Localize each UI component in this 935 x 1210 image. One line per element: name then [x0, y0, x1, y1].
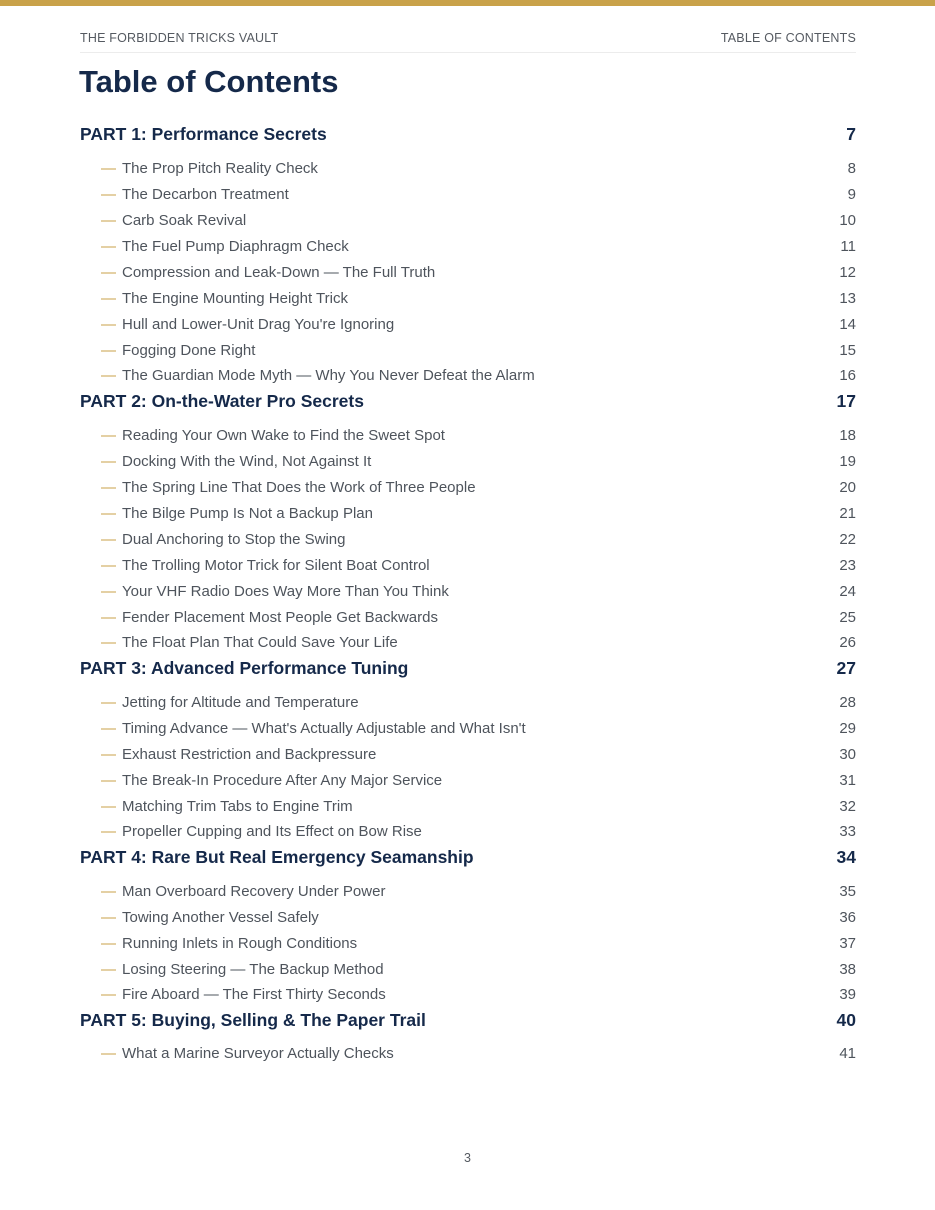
toc-entry-title: Dual Anchoring to Stop the Swing: [122, 531, 346, 548]
toc-entry-title: Running Inlets in Rough Conditions: [122, 935, 358, 952]
toc-entry-page: 15: [839, 342, 856, 359]
toc-entry-title: The Spring Line That Does the Work of Three People: [122, 479, 476, 496]
toc-entry-page: 25: [839, 609, 856, 626]
toc-entry-label: [101, 527, 345, 553]
toc-entry-page: 33: [839, 823, 856, 840]
toc-entry-dash: —: [101, 367, 116, 384]
toc-entry-label: [101, 286, 348, 312]
toc-entry-dash: —: [101, 772, 116, 789]
toc-entry-title: Timing Advance — What's Actually Adjustable and What Isn't: [122, 720, 526, 737]
toc-entry-title: Hull and Lower-Unit Drag You're Ignoring: [122, 316, 395, 333]
toc-entry[interactable]: [80, 716, 856, 742]
toc-entry-title: Losing Steering — The Backup Method: [122, 961, 384, 978]
toc-entry-label: [101, 501, 373, 527]
toc-entry-title: Fire Aboard — The First Thirty Seconds: [122, 986, 386, 1003]
toc-entry-label: [101, 983, 386, 1007]
toc-entry-list: [80, 690, 856, 844]
toc-part-heading[interactable]: [80, 1008, 856, 1032]
header-book-title: THE FORBIDDEN TRICKS VAULT: [80, 31, 279, 45]
toc-entry-page: 10: [839, 212, 856, 229]
toc-entry-page: 35: [839, 883, 856, 900]
table-of-contents: [80, 122, 856, 1067]
toc-entry[interactable]: [80, 527, 856, 553]
toc-entry-page: 37: [839, 935, 856, 952]
toc-part-title: PART 2: On-the-Water Pro Secrets: [80, 391, 364, 411]
toc-entry-list: [80, 423, 856, 655]
toc-entry-dash: —: [101, 479, 116, 496]
toc-entry-dash: —: [101, 935, 116, 952]
toc-entry-list: [80, 156, 856, 388]
toc-entry-label: [101, 905, 319, 931]
toc-entry-title: Towing Another Vessel Safely: [122, 909, 319, 926]
toc-entry-dash: —: [101, 212, 116, 229]
toc-entry[interactable]: [80, 501, 856, 527]
toc-entry-page: 21: [839, 505, 856, 522]
toc-entry-page: 41: [839, 1045, 856, 1062]
toc-entry[interactable]: [80, 286, 856, 312]
toc-entry-dash: —: [101, 453, 116, 470]
toc-entry[interactable]: [80, 579, 856, 605]
toc-entry-page: 8: [847, 160, 856, 177]
toc-entry-page: 36: [839, 909, 856, 926]
toc-entry-page: 12: [839, 264, 856, 281]
toc-entry-label: [101, 879, 385, 905]
toc-entry-label: [101, 768, 442, 794]
toc-entry-title: The Fuel Pump Diaphragm Check: [122, 238, 349, 255]
toc-entry[interactable]: [80, 794, 856, 820]
toc-entry-label: [101, 234, 349, 260]
toc-entry-label: [101, 449, 371, 475]
toc-entry-page: 11: [840, 238, 856, 255]
toc-entry-title: Propeller Cupping and Its Effect on Bow Rise: [122, 823, 422, 840]
toc-entry[interactable]: [80, 768, 856, 794]
toc-entry[interactable]: [80, 1042, 856, 1066]
toc-entry-dash: —: [101, 531, 116, 548]
toc-entry-label: [101, 690, 359, 716]
toc-entry[interactable]: [80, 260, 856, 286]
toc-part-heading[interactable]: [80, 845, 856, 869]
toc-entry-title: The Bilge Pump Is Not a Backup Plan: [122, 505, 373, 522]
toc-entry-label: [101, 260, 435, 286]
toc-entry-page: 39: [839, 986, 856, 1003]
toc-entry-dash: —: [101, 746, 116, 763]
toc-part-title: PART 5: Buying, Selling & The Paper Trail: [80, 1010, 426, 1030]
toc-entry-page: 9: [847, 186, 856, 203]
toc-entry-page: 38: [839, 961, 856, 978]
toc-entry[interactable]: [80, 234, 856, 260]
toc-entry[interactable]: [80, 631, 856, 655]
toc-entry-dash: —: [101, 505, 116, 522]
toc-part-title: PART 4: Rare But Real Emergency Seamanship: [80, 847, 474, 867]
toc-entry-page: 23: [839, 557, 856, 574]
toc-part-page: 34: [836, 847, 856, 867]
top-accent-bar: [0, 0, 935, 6]
toc-entry-label: [101, 364, 535, 388]
toc-entry-title: The Prop Pitch Reality Check: [122, 160, 318, 177]
toc-entry-label: [101, 794, 353, 820]
toc-entry[interactable]: [80, 364, 856, 388]
toc-entry-label: [101, 156, 318, 182]
toc-part-title: PART 1: Performance Secrets: [80, 124, 327, 144]
toc-entry-page: 32: [839, 798, 856, 815]
toc-entry[interactable]: [80, 983, 856, 1007]
toc-entry[interactable]: [80, 312, 856, 338]
toc-entry-dash: —: [101, 316, 116, 333]
toc-entry-label: [101, 579, 449, 605]
toc-entry-title: The Float Plan That Could Save Your Life: [122, 634, 398, 651]
toc-entry-dash: —: [101, 186, 116, 203]
toc-entry-title: Reading Your Own Wake to Find the Sweet Spot: [122, 427, 445, 444]
toc-entry-title: Fogging Done Right: [122, 342, 256, 359]
toc-entry-dash: —: [101, 290, 116, 307]
toc-entry[interactable]: [80, 931, 856, 957]
toc-entry[interactable]: [80, 475, 856, 501]
toc-entry-dash: —: [101, 961, 116, 978]
toc-entry[interactable]: [80, 208, 856, 234]
toc-part-heading[interactable]: [80, 389, 856, 413]
toc-entry-title: The Trolling Motor Trick for Silent Boat Control: [122, 557, 430, 574]
toc-entry-label: [101, 820, 422, 844]
toc-entry-label: [101, 312, 394, 338]
toc-entry[interactable]: [80, 553, 856, 579]
toc-entry-dash: —: [101, 264, 116, 281]
toc-entry-label: [101, 338, 255, 364]
toc-entry-dash: —: [101, 609, 116, 626]
toc-entry-page: 28: [839, 694, 856, 711]
toc-entry-page: 24: [839, 583, 856, 600]
page-title: Table of Contents: [79, 64, 339, 99]
header-section-title: TABLE OF CONTENTS: [720, 31, 856, 45]
toc-entry-dash: —: [101, 583, 116, 600]
toc-entry-label: [101, 716, 526, 742]
running-header: [80, 31, 856, 53]
toc-entry-title: What a Marine Surveyor Actually Checks: [122, 1045, 394, 1062]
toc-entry-dash: —: [101, 427, 116, 444]
toc-entry-dash: —: [101, 694, 116, 711]
toc-entry-title: Docking With the Wind, Not Against It: [122, 453, 372, 470]
toc-entry-title: Fender Placement Most People Get Backwards: [122, 609, 438, 626]
toc-part-page: 40: [836, 1010, 856, 1030]
toc-entry-dash: —: [101, 798, 116, 815]
toc-entry[interactable]: [80, 182, 856, 208]
toc-entry-dash: —: [101, 1045, 116, 1062]
toc-entry-page: 31: [839, 772, 856, 789]
toc-entry-list: [80, 879, 856, 1007]
toc-part-page: 7: [846, 124, 856, 144]
toc-entry-dash: —: [101, 342, 116, 359]
toc-entry[interactable]: [80, 423, 856, 449]
toc-entry-title: Carb Soak Revival: [122, 212, 247, 229]
toc-entry[interactable]: [80, 449, 856, 475]
toc-entry-title: The Guardian Mode Myth — Why You Never Defeat the Alarm: [122, 367, 535, 384]
toc-entry[interactable]: [80, 879, 856, 905]
toc-entry-title: Exhaust Restriction and Backpressure: [122, 746, 377, 763]
toc-entry[interactable]: [80, 605, 856, 631]
toc-part-heading[interactable]: [80, 122, 856, 146]
toc-entry-page: 13: [839, 290, 856, 307]
toc-entry-title: Jetting for Altitude and Temperature: [122, 694, 359, 711]
toc-entry-page: 14: [839, 316, 856, 333]
toc-entry-dash: —: [101, 160, 116, 177]
toc-entry-label: [101, 605, 438, 631]
toc-entry-label: [101, 957, 384, 983]
toc-entry-title: The Decarbon Treatment: [122, 186, 289, 203]
toc-entry-dash: —: [101, 909, 116, 926]
toc-entry-title: Man Overboard Recovery Under Power: [122, 883, 386, 900]
toc-entry[interactable]: [80, 338, 856, 364]
toc-entry-label: [101, 1042, 394, 1066]
toc-entry[interactable]: [80, 742, 856, 768]
toc-entry-page: 30: [839, 746, 856, 763]
toc-entry-title: Compression and Leak-Down — The Full Truth: [122, 264, 436, 281]
toc-entry[interactable]: [80, 156, 856, 182]
toc-entry-dash: —: [101, 720, 116, 737]
toc-entry-title: Matching Trim Tabs to Engine Trim: [122, 798, 353, 815]
toc-entry-label: [101, 475, 476, 501]
toc-part-page: 17: [836, 391, 856, 411]
toc-entry-title: The Break-In Procedure After Any Major Service: [122, 772, 443, 789]
toc-entry-dash: —: [101, 823, 116, 840]
toc-entry-label: [101, 553, 430, 579]
toc-entry-title: The Engine Mounting Height Trick: [122, 290, 348, 307]
toc-entry-page: 22: [839, 531, 856, 548]
toc-entry-dash: —: [101, 986, 116, 1003]
toc-entry-page: 20: [839, 479, 856, 496]
toc-entry-page: 29: [839, 720, 856, 737]
toc-entry-title: Your VHF Radio Does Way More Than You Think: [122, 583, 449, 600]
toc-entry-label: [101, 742, 376, 768]
toc-entry-label: [101, 931, 357, 957]
toc-entry-label: [101, 208, 246, 234]
toc-entry-page: 16: [839, 367, 856, 384]
toc-entry-dash: —: [101, 238, 116, 255]
toc-entry-dash: —: [101, 557, 116, 574]
toc-entry-dash: —: [101, 883, 116, 900]
toc-entry[interactable]: [80, 690, 856, 716]
toc-entry-page: 18: [839, 427, 856, 444]
toc-part-heading[interactable]: [80, 656, 856, 680]
toc-entry-page: 19: [839, 453, 856, 470]
toc-part-title: PART 3: Advanced Performance Tuning: [80, 658, 409, 678]
toc-part-page: 27: [836, 658, 856, 678]
toc-entry-label: [101, 631, 398, 655]
toc-entry[interactable]: [80, 820, 856, 844]
toc-entry[interactable]: [80, 905, 856, 931]
toc-entry-page: 26: [839, 634, 856, 651]
toc-entry-label: [101, 182, 289, 208]
toc-entry-list: [80, 1042, 856, 1066]
toc-entry-label: [101, 423, 445, 449]
toc-entry-dash: —: [101, 634, 116, 651]
toc-entry[interactable]: [80, 957, 856, 983]
page-number: 3: [464, 1151, 471, 1165]
